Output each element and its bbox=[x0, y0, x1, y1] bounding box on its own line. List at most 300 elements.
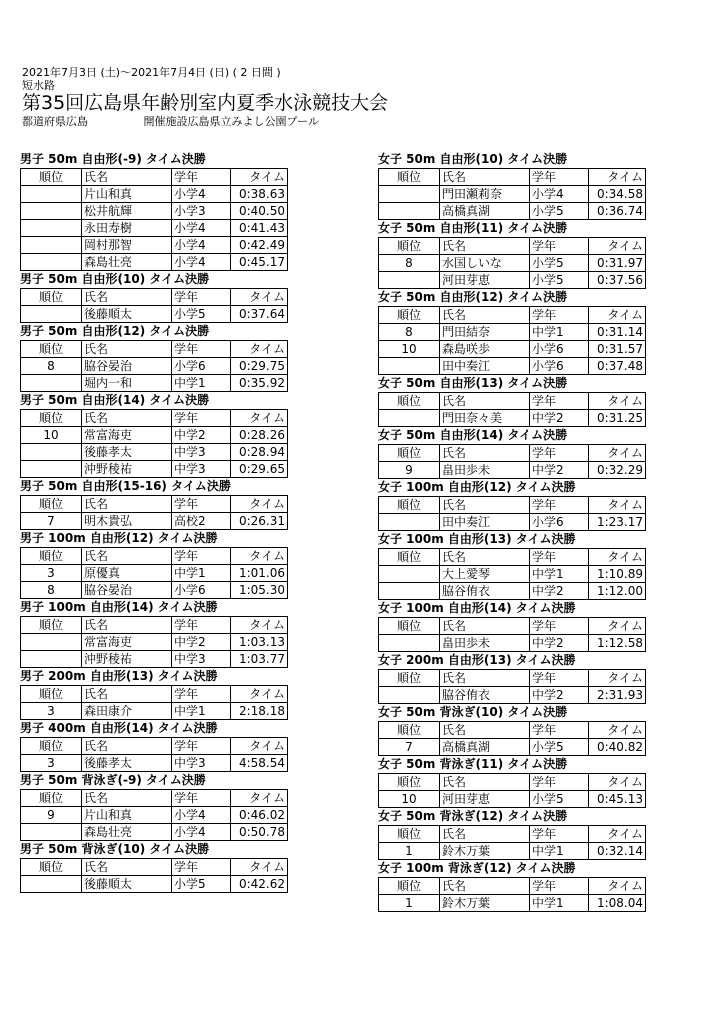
time-header: タイム bbox=[589, 670, 646, 687]
name-header: 氏名 bbox=[440, 307, 530, 324]
results-table bbox=[20, 616, 288, 668]
grade-cell: 中学1 bbox=[530, 566, 589, 583]
time-header: タイム bbox=[589, 307, 646, 324]
time-cell: 1:03.13 bbox=[231, 634, 288, 651]
rank-cell bbox=[21, 651, 82, 668]
event-block bbox=[20, 772, 288, 841]
table-header-row bbox=[379, 169, 646, 186]
swimmer-name: 明木貴弘 bbox=[82, 513, 172, 530]
rank-cell: 3 bbox=[21, 565, 82, 582]
event-block bbox=[20, 530, 288, 599]
event-title: 男子 100m 自由形(12) タイム決勝 bbox=[20, 531, 218, 545]
event-title: 女子 100m 自由形(13) タイム決勝 bbox=[378, 532, 576, 546]
grade-cell: 小学5 bbox=[530, 203, 589, 220]
rank-cell: 10 bbox=[379, 791, 440, 808]
grade-header: 学年 bbox=[172, 790, 231, 807]
results-table bbox=[20, 340, 288, 392]
table-row bbox=[379, 687, 646, 704]
table-row bbox=[379, 272, 646, 289]
time-cell: 1:10.89 bbox=[589, 566, 646, 583]
event-block bbox=[20, 599, 288, 668]
table-header-row bbox=[21, 548, 288, 565]
event-block bbox=[378, 531, 646, 600]
rank-cell: 8 bbox=[379, 255, 440, 272]
name-header: 氏名 bbox=[440, 169, 530, 186]
event-title: 男子 50m 自由形(12) タイム決勝 bbox=[20, 324, 210, 338]
time-cell: 0:37.56 bbox=[589, 272, 646, 289]
rank-cell bbox=[21, 306, 82, 323]
rank-cell: 9 bbox=[379, 462, 440, 479]
event-title: 男子 50m 自由形(14) タイム決勝 bbox=[20, 393, 210, 407]
table-row bbox=[21, 824, 288, 841]
grade-header: 学年 bbox=[530, 393, 589, 410]
table-header-row bbox=[21, 496, 288, 513]
results-table bbox=[20, 495, 288, 530]
grade-cell: 中学1 bbox=[172, 375, 231, 392]
time-cell: 0:41.43 bbox=[231, 220, 288, 237]
name-header: 氏名 bbox=[82, 169, 172, 186]
swimmer-name: 脇谷侑衣 bbox=[440, 687, 530, 704]
event-title: 女子 50m 自由形(10) タイム決勝 bbox=[378, 152, 568, 166]
grade-cell: 小学4 bbox=[172, 186, 231, 203]
rank-header: 順位 bbox=[379, 497, 440, 514]
table-header-row bbox=[379, 445, 646, 462]
results-table bbox=[378, 669, 646, 704]
event-title: 女子 100m 自由形(14) タイム決勝 bbox=[378, 601, 576, 615]
table-row bbox=[21, 254, 288, 271]
table-header-row bbox=[379, 393, 646, 410]
grade-cell: 小学4 bbox=[172, 237, 231, 254]
time-header: タイム bbox=[589, 549, 646, 566]
swimmer-name: 松井航輝 bbox=[82, 203, 172, 220]
table-row bbox=[21, 427, 288, 444]
rank-cell: 7 bbox=[379, 739, 440, 756]
grade-header: 学年 bbox=[530, 445, 589, 462]
rank-cell bbox=[379, 358, 440, 375]
table-header-row bbox=[21, 289, 288, 306]
name-header: 氏名 bbox=[82, 617, 172, 634]
event-block bbox=[20, 841, 288, 893]
time-header: タイム bbox=[231, 738, 288, 755]
table-row bbox=[21, 582, 288, 599]
name-header: 氏名 bbox=[440, 774, 530, 791]
event-title: 男子 50m 背泳ぎ(-9) タイム決勝 bbox=[20, 773, 206, 787]
table-row bbox=[379, 255, 646, 272]
table-row bbox=[379, 843, 646, 860]
time-header: タイム bbox=[231, 496, 288, 513]
time-header: タイム bbox=[589, 169, 646, 186]
left-column bbox=[20, 151, 288, 893]
grade-cell: 小学6 bbox=[530, 341, 589, 358]
event-title: 女子 50m 自由形(11) タイム決勝 bbox=[378, 221, 568, 235]
time-header: タイム bbox=[589, 497, 646, 514]
results-table bbox=[378, 306, 646, 375]
table-header-row bbox=[21, 790, 288, 807]
table-row bbox=[21, 237, 288, 254]
rank-cell: 1 bbox=[379, 843, 440, 860]
results-table bbox=[378, 444, 646, 479]
event-block bbox=[20, 392, 288, 478]
time-header: タイム bbox=[231, 410, 288, 427]
name-header: 氏名 bbox=[440, 238, 530, 255]
table-header-row bbox=[379, 826, 646, 843]
rank-cell bbox=[21, 254, 82, 271]
swimmer-name: 堀内一和 bbox=[82, 375, 172, 392]
meet-title: 第35回広島県年齢別室内夏季水泳競技大会 bbox=[22, 92, 389, 114]
time-cell: 0:31.25 bbox=[589, 410, 646, 427]
rank-header: 順位 bbox=[379, 774, 440, 791]
event-title: 女子 50m 背泳ぎ(11) タイム決勝 bbox=[378, 757, 568, 771]
table-row bbox=[379, 186, 646, 203]
grade-cell: 小学4 bbox=[172, 220, 231, 237]
table-row bbox=[21, 703, 288, 720]
rank-cell: 10 bbox=[21, 427, 82, 444]
name-header: 氏名 bbox=[440, 445, 530, 462]
time-cell: 0:45.13 bbox=[589, 791, 646, 808]
rank-header: 順位 bbox=[379, 549, 440, 566]
rank-cell bbox=[21, 375, 82, 392]
time-cell: 0:37.48 bbox=[589, 358, 646, 375]
rank-header: 順位 bbox=[379, 169, 440, 186]
table-row bbox=[21, 358, 288, 375]
table-row bbox=[21, 203, 288, 220]
grade-cell: 小学6 bbox=[172, 582, 231, 599]
table-row bbox=[379, 324, 646, 341]
name-header: 氏名 bbox=[440, 670, 530, 687]
time-cell: 1:03.77 bbox=[231, 651, 288, 668]
rank-cell bbox=[21, 186, 82, 203]
swimmer-name: 河田芽恵 bbox=[440, 791, 530, 808]
results-table bbox=[378, 721, 646, 756]
event-block bbox=[378, 479, 646, 531]
time-header: タイム bbox=[589, 445, 646, 462]
rank-header: 順位 bbox=[21, 790, 82, 807]
event-block bbox=[378, 220, 646, 289]
results-table bbox=[20, 685, 288, 720]
rank-cell bbox=[21, 444, 82, 461]
time-header: タイム bbox=[589, 774, 646, 791]
time-header: タイム bbox=[231, 859, 288, 876]
table-row bbox=[21, 461, 288, 478]
table-row bbox=[21, 186, 288, 203]
name-header: 氏名 bbox=[82, 859, 172, 876]
table-row bbox=[379, 358, 646, 375]
swimmer-name: 後藤孝太 bbox=[82, 755, 172, 772]
rank-cell bbox=[21, 203, 82, 220]
swimmer-name: 沖野稜祐 bbox=[82, 651, 172, 668]
results-table bbox=[378, 877, 646, 912]
grade-cell: 小学5 bbox=[530, 739, 589, 756]
name-header: 氏名 bbox=[440, 393, 530, 410]
table-row bbox=[21, 220, 288, 237]
grade-header: 学年 bbox=[530, 878, 589, 895]
rank-header: 順位 bbox=[21, 496, 82, 513]
time-header: タイム bbox=[589, 722, 646, 739]
swimmer-name: 田中奏江 bbox=[440, 358, 530, 375]
grade-header: 学年 bbox=[530, 826, 589, 843]
name-header: 氏名 bbox=[440, 826, 530, 843]
name-header: 氏名 bbox=[82, 790, 172, 807]
event-title: 女子 200m 自由形(13) タイム決勝 bbox=[378, 653, 576, 667]
time-cell: 1:01.06 bbox=[231, 565, 288, 582]
rank-cell: 8 bbox=[21, 582, 82, 599]
rank-cell: 9 bbox=[21, 807, 82, 824]
event-block bbox=[378, 808, 646, 860]
rank-cell: 7 bbox=[21, 513, 82, 530]
grade-cell: 中学3 bbox=[172, 755, 231, 772]
rank-header: 順位 bbox=[21, 289, 82, 306]
swimmer-name: 鈴木万葉 bbox=[440, 895, 530, 912]
time-header: タイム bbox=[589, 618, 646, 635]
table-row bbox=[21, 565, 288, 582]
rank-header: 順位 bbox=[379, 670, 440, 687]
event-title: 女子 50m 自由形(12) タイム決勝 bbox=[378, 290, 568, 304]
table-header-row bbox=[379, 497, 646, 514]
event-block bbox=[378, 600, 646, 652]
rank-cell bbox=[21, 461, 82, 478]
table-row bbox=[379, 895, 646, 912]
rank-cell bbox=[379, 687, 440, 704]
swimmer-name: 田中奏江 bbox=[440, 514, 530, 531]
rank-header: 順位 bbox=[21, 686, 82, 703]
event-title: 男子 100m 自由形(14) タイム決勝 bbox=[20, 600, 218, 614]
time-cell: 4:58.54 bbox=[231, 755, 288, 772]
name-header: 氏名 bbox=[440, 618, 530, 635]
name-header: 氏名 bbox=[82, 496, 172, 513]
event-block bbox=[20, 323, 288, 392]
swimmer-name: 原優真 bbox=[82, 565, 172, 582]
event-block bbox=[20, 271, 288, 323]
event-title: 女子 50m 背泳ぎ(10) タイム決勝 bbox=[378, 705, 568, 719]
rank-header: 順位 bbox=[379, 878, 440, 895]
grade-header: 学年 bbox=[530, 618, 589, 635]
results-table bbox=[20, 858, 288, 893]
rank-cell bbox=[21, 876, 82, 893]
rank-cell: 8 bbox=[21, 358, 82, 375]
table-row bbox=[21, 513, 288, 530]
event-title: 男子 50m 自由形(15-16) タイム決勝 bbox=[20, 479, 231, 493]
table-row bbox=[379, 341, 646, 358]
rank-header: 順位 bbox=[379, 238, 440, 255]
grade-cell: 中学1 bbox=[530, 843, 589, 860]
swimmer-name: 沖野稜祐 bbox=[82, 461, 172, 478]
event-title: 男子 50m 背泳ぎ(10) タイム決勝 bbox=[20, 842, 210, 856]
course-type: 短水路 bbox=[22, 79, 55, 92]
table-header-row bbox=[379, 774, 646, 791]
name-header: 氏名 bbox=[82, 548, 172, 565]
swimmer-name: 高橋真湖 bbox=[440, 739, 530, 756]
grade-cell: 中学1 bbox=[172, 565, 231, 582]
rank-header: 順位 bbox=[21, 169, 82, 186]
event-block bbox=[378, 427, 646, 479]
grade-header: 学年 bbox=[530, 549, 589, 566]
time-header: タイム bbox=[231, 289, 288, 306]
time-cell: 0:36.74 bbox=[589, 203, 646, 220]
table-header-row bbox=[379, 307, 646, 324]
results-table bbox=[378, 392, 646, 427]
time-cell: 2:31.93 bbox=[589, 687, 646, 704]
event-block bbox=[378, 652, 646, 704]
time-cell: 1:08.04 bbox=[589, 895, 646, 912]
rank-cell bbox=[379, 583, 440, 600]
swimmer-name: 門田瀬莉奈 bbox=[440, 186, 530, 203]
grade-cell: 小学6 bbox=[172, 358, 231, 375]
grade-header: 学年 bbox=[172, 496, 231, 513]
grade-header: 学年 bbox=[530, 670, 589, 687]
table-header-row bbox=[379, 238, 646, 255]
event-title: 男子 50m 自由形(10) タイム決勝 bbox=[20, 272, 210, 286]
grade-cell: 中学3 bbox=[172, 444, 231, 461]
table-row bbox=[21, 651, 288, 668]
results-table bbox=[378, 496, 646, 531]
table-header-row bbox=[21, 686, 288, 703]
grade-header: 学年 bbox=[172, 859, 231, 876]
swimmer-name: 門田奈々美 bbox=[440, 410, 530, 427]
time-cell: 0:50.78 bbox=[231, 824, 288, 841]
event-title: 女子 50m 背泳ぎ(12) タイム決勝 bbox=[378, 809, 568, 823]
time-cell: 0:31.57 bbox=[589, 341, 646, 358]
rank-cell bbox=[21, 824, 82, 841]
table-header-row bbox=[379, 618, 646, 635]
swimmer-name: 脇谷侑衣 bbox=[440, 583, 530, 600]
table-row bbox=[21, 634, 288, 651]
table-row bbox=[379, 514, 646, 531]
table-row bbox=[21, 444, 288, 461]
swimmer-name: 大上愛琴 bbox=[440, 566, 530, 583]
table-row bbox=[379, 566, 646, 583]
name-header: 氏名 bbox=[440, 549, 530, 566]
grade-cell: 中学2 bbox=[530, 410, 589, 427]
event-block bbox=[20, 478, 288, 530]
name-header: 氏名 bbox=[82, 289, 172, 306]
swimmer-name: 脇谷晏治 bbox=[82, 358, 172, 375]
time-cell: 1:23.17 bbox=[589, 514, 646, 531]
event-title: 男子 50m 自由形(-9) タイム決勝 bbox=[20, 152, 206, 166]
rank-cell: 8 bbox=[379, 324, 440, 341]
table-row bbox=[21, 876, 288, 893]
grade-header: 学年 bbox=[172, 548, 231, 565]
name-header: 氏名 bbox=[82, 738, 172, 755]
grade-cell: 小学3 bbox=[172, 203, 231, 220]
grade-header: 学年 bbox=[172, 341, 231, 358]
time-header: タイム bbox=[589, 238, 646, 255]
rank-cell bbox=[21, 634, 82, 651]
grade-cell: 中学1 bbox=[530, 324, 589, 341]
results-table bbox=[20, 409, 288, 478]
results-table bbox=[378, 773, 646, 808]
results-table bbox=[20, 288, 288, 323]
event-block bbox=[20, 151, 288, 271]
swimmer-name: 門田結奈 bbox=[440, 324, 530, 341]
meet-dates: 2021年7月3日 (土)～2021年7月4日 (日) ( 2 日間 ) bbox=[22, 66, 281, 79]
table-row bbox=[379, 739, 646, 756]
swimmer-name: 脇谷晏治 bbox=[82, 582, 172, 599]
rank-cell: 3 bbox=[21, 703, 82, 720]
grade-cell: 中学2 bbox=[530, 635, 589, 652]
swimmer-name: 河田芽恵 bbox=[440, 272, 530, 289]
grade-cell: 小学6 bbox=[530, 358, 589, 375]
document-header bbox=[22, 66, 702, 128]
event-title: 女子 50m 自由形(14) タイム決勝 bbox=[378, 428, 568, 442]
time-cell: 0:26.31 bbox=[231, 513, 288, 530]
time-cell: 0:32.14 bbox=[589, 843, 646, 860]
table-row bbox=[379, 462, 646, 479]
rank-cell bbox=[379, 635, 440, 652]
swimmer-name: 後藤順太 bbox=[82, 306, 172, 323]
event-block bbox=[20, 668, 288, 720]
time-header: タイム bbox=[231, 548, 288, 565]
rank-header: 順位 bbox=[21, 738, 82, 755]
name-header: 氏名 bbox=[440, 878, 530, 895]
rank-cell: 10 bbox=[379, 341, 440, 358]
swimmer-name: 片山和真 bbox=[82, 186, 172, 203]
grade-cell: 中学1 bbox=[530, 895, 589, 912]
time-cell: 2:18.18 bbox=[231, 703, 288, 720]
time-header: タイム bbox=[231, 790, 288, 807]
event-block bbox=[378, 704, 646, 756]
rank-cell: 3 bbox=[21, 755, 82, 772]
name-header: 氏名 bbox=[440, 497, 530, 514]
grade-cell: 小学5 bbox=[172, 306, 231, 323]
name-header: 氏名 bbox=[82, 341, 172, 358]
results-table bbox=[378, 168, 646, 220]
table-row bbox=[21, 755, 288, 772]
table-header-row bbox=[379, 722, 646, 739]
event-block bbox=[378, 756, 646, 808]
event-title: 女子 100m 自由形(12) タイム決勝 bbox=[378, 480, 576, 494]
table-row bbox=[379, 583, 646, 600]
grade-header: 学年 bbox=[172, 410, 231, 427]
results-table bbox=[20, 168, 288, 271]
results-table bbox=[378, 825, 646, 860]
name-header: 氏名 bbox=[82, 686, 172, 703]
grade-cell: 小学6 bbox=[530, 514, 589, 531]
rank-cell bbox=[379, 514, 440, 531]
event-title: 女子 50m 自由形(13) タイム決勝 bbox=[378, 376, 568, 390]
time-cell: 0:37.64 bbox=[231, 306, 288, 323]
grade-header: 学年 bbox=[172, 738, 231, 755]
rank-cell bbox=[379, 410, 440, 427]
grade-cell: 中学1 bbox=[172, 703, 231, 720]
swimmer-name: 片山和真 bbox=[82, 807, 172, 824]
swimmer-name: 鈴木万葉 bbox=[440, 843, 530, 860]
grade-cell: 小学4 bbox=[172, 807, 231, 824]
swimmer-name: 畠田歩未 bbox=[440, 635, 530, 652]
time-cell: 0:28.94 bbox=[231, 444, 288, 461]
time-header: タイム bbox=[231, 686, 288, 703]
time-cell: 0:40.50 bbox=[231, 203, 288, 220]
name-header: 氏名 bbox=[440, 722, 530, 739]
grade-header: 学年 bbox=[530, 307, 589, 324]
grade-header: 学年 bbox=[530, 722, 589, 739]
grade-header: 学年 bbox=[172, 169, 231, 186]
time-header: タイム bbox=[589, 393, 646, 410]
table-header-row bbox=[21, 410, 288, 427]
table-row bbox=[379, 410, 646, 427]
grade-cell: 小学4 bbox=[172, 824, 231, 841]
time-cell: 0:31.14 bbox=[589, 324, 646, 341]
grade-header: 学年 bbox=[172, 686, 231, 703]
right-column bbox=[378, 151, 646, 912]
table-header-row bbox=[21, 859, 288, 876]
swimmer-name: 畠田歩未 bbox=[440, 462, 530, 479]
time-cell: 0:40.82 bbox=[589, 739, 646, 756]
time-cell: 0:32.29 bbox=[589, 462, 646, 479]
swimmer-name: 永田寿樹 bbox=[82, 220, 172, 237]
time-cell: 0:45.17 bbox=[231, 254, 288, 271]
event-title: 女子 100m 背泳ぎ(12) タイム決勝 bbox=[378, 861, 576, 875]
grade-cell: 中学3 bbox=[172, 651, 231, 668]
